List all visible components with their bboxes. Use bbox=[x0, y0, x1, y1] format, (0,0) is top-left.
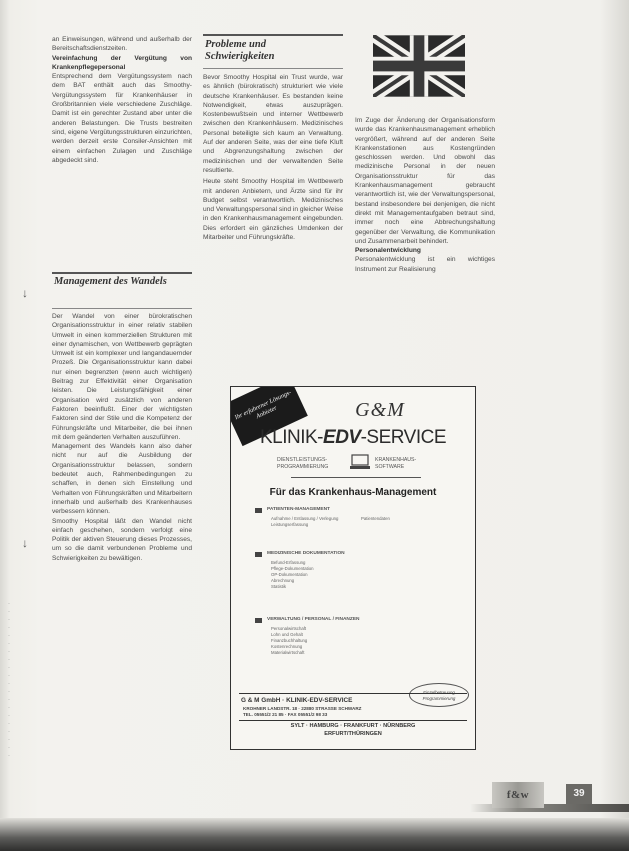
ad-section-title: VERWALTUNG / PERSONAL / FINANZEN bbox=[267, 617, 360, 622]
ad-item: Aufnahme / Entlassung / Verlegung bbox=[271, 516, 339, 521]
paragraph-personalentwicklung: Personalentwicklung ist ein wichtiges Instrument zur Realisierung bbox=[355, 256, 495, 273]
ad-logo: G&M bbox=[355, 399, 405, 421]
intro-text: an Einweisungen, während und außerhalb der Bereitschaftsdienstzeiten. bbox=[52, 36, 192, 53]
margin-arrow-icon: ↓ bbox=[22, 536, 28, 550]
column-1-bottom bbox=[52, 312, 192, 563]
ad-item: Befund-Erfassung bbox=[271, 560, 306, 565]
ad-sub-left: DIENSTLEISTUNGS- PROGRAMMIERUNG bbox=[277, 457, 329, 470]
ad-badge: Ihr erfahrener Lösungs-Anbieter bbox=[230, 386, 308, 446]
heading-probleme-und-schwierigkeiten: Probleme und Schwierigkeiten bbox=[205, 39, 275, 62]
ad-heading: Für das Krankenhaus-Management bbox=[269, 487, 437, 498]
ad-title: KLINIK-EDV-SERVICE bbox=[259, 427, 446, 448]
paragraph-probleme-2: Heute steht Smoothy Hospital im Wettbewerb mit anderen Anbietern, und Ärzte sind für ihr Budget selbst verantwortlich. Medizinisches und Verwaltungspersonal sind in gleicher Weise in den Krankenhausmanagement eingebunden. Dies erfordert ein gänzliches Umdenken der Mitarbeiter und Führungskräfte. bbox=[203, 178, 343, 242]
margin-arrow-icon: ↓ bbox=[22, 286, 28, 300]
ad-item: Finanzbuchhaltung bbox=[271, 638, 308, 643]
column-1-top bbox=[52, 35, 192, 165]
paragraph-verguetung: Entsprechend dem Vergütungssystem nach dem BAT enthält auch das Smoothy-Vergütungssystem für Krankenhäuser in Großbritannien viele verschiedene Zuschläge. Damit ist ein gerechter Zustand aber unter die anderen Belastungen. Die Trusts bestreiten sind, eigene Vergütungsstrukturen einzurichten, werden derzeit erste Consiler-Ansichten mit einem einfachen Zulagen und Zuschläge abgedeckt sind. bbox=[52, 73, 192, 164]
scan-shadow bbox=[0, 818, 629, 851]
ad-locations: SYLT · HAMBURG · FRANKFURT · NÜRNBERG ERFURT/THÜRINGEN bbox=[290, 723, 416, 737]
computer-icon bbox=[349, 454, 371, 470]
section-bullet-icon bbox=[255, 508, 262, 513]
section-bullet-icon bbox=[255, 618, 262, 623]
union-jack-flag bbox=[373, 35, 465, 97]
paragraph-organisation: Im Zuge der Änderung der Organisationsform wurde das Krankenhausmanagement erheblich vergrößert, während auf der anderen Seite Krankenstationen aus Kostengründen geschlossen werden. Und obwohl das medizinische Personal in der neuen Organisationsstruktur für das Krankenhausmanagement gebraucht verantwortlich ist, wie der Verwaltungspersonal, bestand insbesondere bei denjenigen, die nicht direkt mit Managementaufgaben betraut sind, immer noch eine Abbrechungshaltung gegenüber der Verwaltung, die Kommunikation und Zusammenarbeit behindert. bbox=[355, 117, 495, 245]
ad-item: Kostenrechnung bbox=[271, 644, 303, 649]
ad-divider bbox=[291, 477, 421, 478]
ad-item: Personalwirtschaft bbox=[271, 626, 307, 631]
paragraph-wandel-3: Smoothy Hospital läßt den Wandel nicht einfach geschehen, sondern verfolgt eine Politik der aktiven Steuerung dieses Prozesses, um so die damit verbundenen Probleme und Schwierigkeiten zu bewältigen. bbox=[52, 517, 192, 562]
ad-item: OP-Dokumentation bbox=[271, 572, 308, 577]
ad-pill-badge: Einzelbetreuung Programmierung bbox=[409, 683, 469, 707]
ad-section-title: PATIENTEN-MANAGEMENT bbox=[267, 507, 330, 512]
ad-section-title: MEDIZINISCHE DOKUMENTATION bbox=[267, 551, 345, 556]
paragraph-wandel-2: Management des Wandels kann also daher nicht nur auf die Ausbildung der Organisationsstruktur belassen, sondern bedeutet auch, Rahmenbedingungen zu schaffen, in denen sich Einstellung und Verhalten von Führungskräften und Mitarbeitern innerhalb und außerhalb des Krankenhauses verbessern können. bbox=[52, 443, 192, 516]
heading-management-des-wandels: Management des Wandels bbox=[54, 276, 167, 287]
column-3 bbox=[355, 116, 495, 274]
subheading-personalentwicklung: Personalentwicklung bbox=[355, 247, 421, 255]
paragraph-wandel-1: Der Wandel von einer bürokratischen Organisationsstruktur in einer relativ stabilen Umwelt in einen kommerziellen Strukturen mit einer dynamischen, von Wettbewerb geprägten Umwelt ist ein komplexer und langandauernder Prozeß. Die Organisationsstruktur kann dabei nur einen begrenzten (wenn auch wichtigen) Beitrag zur Effektivität einer Organisation leisten. Die Leistungsfähigkeit einer Organisation wird zusätzlich von anderen Faktoren beeinflußt. Einer der wichtigsten Faktoren sind der Stile und die Kompetenz der Führungskräfte und Mitarbeiter, die bei ihnen mit dem geänderten Verhalten auszuführen. bbox=[52, 313, 192, 441]
ad-sub-right: KRANKENHAUS- SOFTWARE bbox=[375, 457, 417, 470]
ad-contact-box bbox=[239, 693, 467, 721]
ad-contact-lines: KROHNER LANDSTR. 18 · 22880 STRASSE SCHWARZ TEL. 05551/2 21 85 · FAX 05551/2 98 33 bbox=[243, 706, 362, 717]
margin-marks: · · · · · · · · · · · · · · · · · · · · bbox=[8, 601, 10, 759]
magazine-logo: f&w bbox=[492, 782, 544, 808]
ad-item: Abrechnung bbox=[271, 578, 295, 583]
section-bullet-icon bbox=[255, 552, 262, 557]
ad-item: Patientendaten bbox=[361, 516, 390, 521]
page-number: 39 bbox=[566, 784, 592, 804]
ad-item: Statistik bbox=[271, 584, 287, 589]
ad-contact-title: G & M GmbH · KLINIK-EDV-SERVICE bbox=[241, 697, 353, 704]
ad-item: Lohn und Gehalt bbox=[271, 632, 303, 637]
ad-item: Materialwirtschaft bbox=[271, 650, 305, 655]
ad-item: Pflege-Dokumentation bbox=[271, 566, 314, 571]
paragraph-probleme-1: Bevor Smoothy Hospital ein Trust wurde, war es ähnlich (bürokratisch) strukturiert wie viele deutsche Krankenhäuser. Es bestanden keine Notwendigkeit, etwas auszuprägen. Kostenbewußtsein und interner Wettbewerb zwischen den Krankenhäusern. Medizinisches Personal beteiligte sich kaum an Verwaltung. Auf der anderen Seite, was der eine tiefe Kluft und Abgrenzungshaltung zwischen der medizinischen und der verwaltenden Seite resultierte. bbox=[203, 74, 343, 174]
subheading-verguetung: Vereinfachung der Vergütung von Krankenpflegepersonal bbox=[52, 54, 192, 71]
column-2 bbox=[203, 73, 343, 242]
ad-item: Leistungserfassung bbox=[271, 522, 309, 527]
advertisement-klinik-edv-service bbox=[230, 386, 476, 750]
